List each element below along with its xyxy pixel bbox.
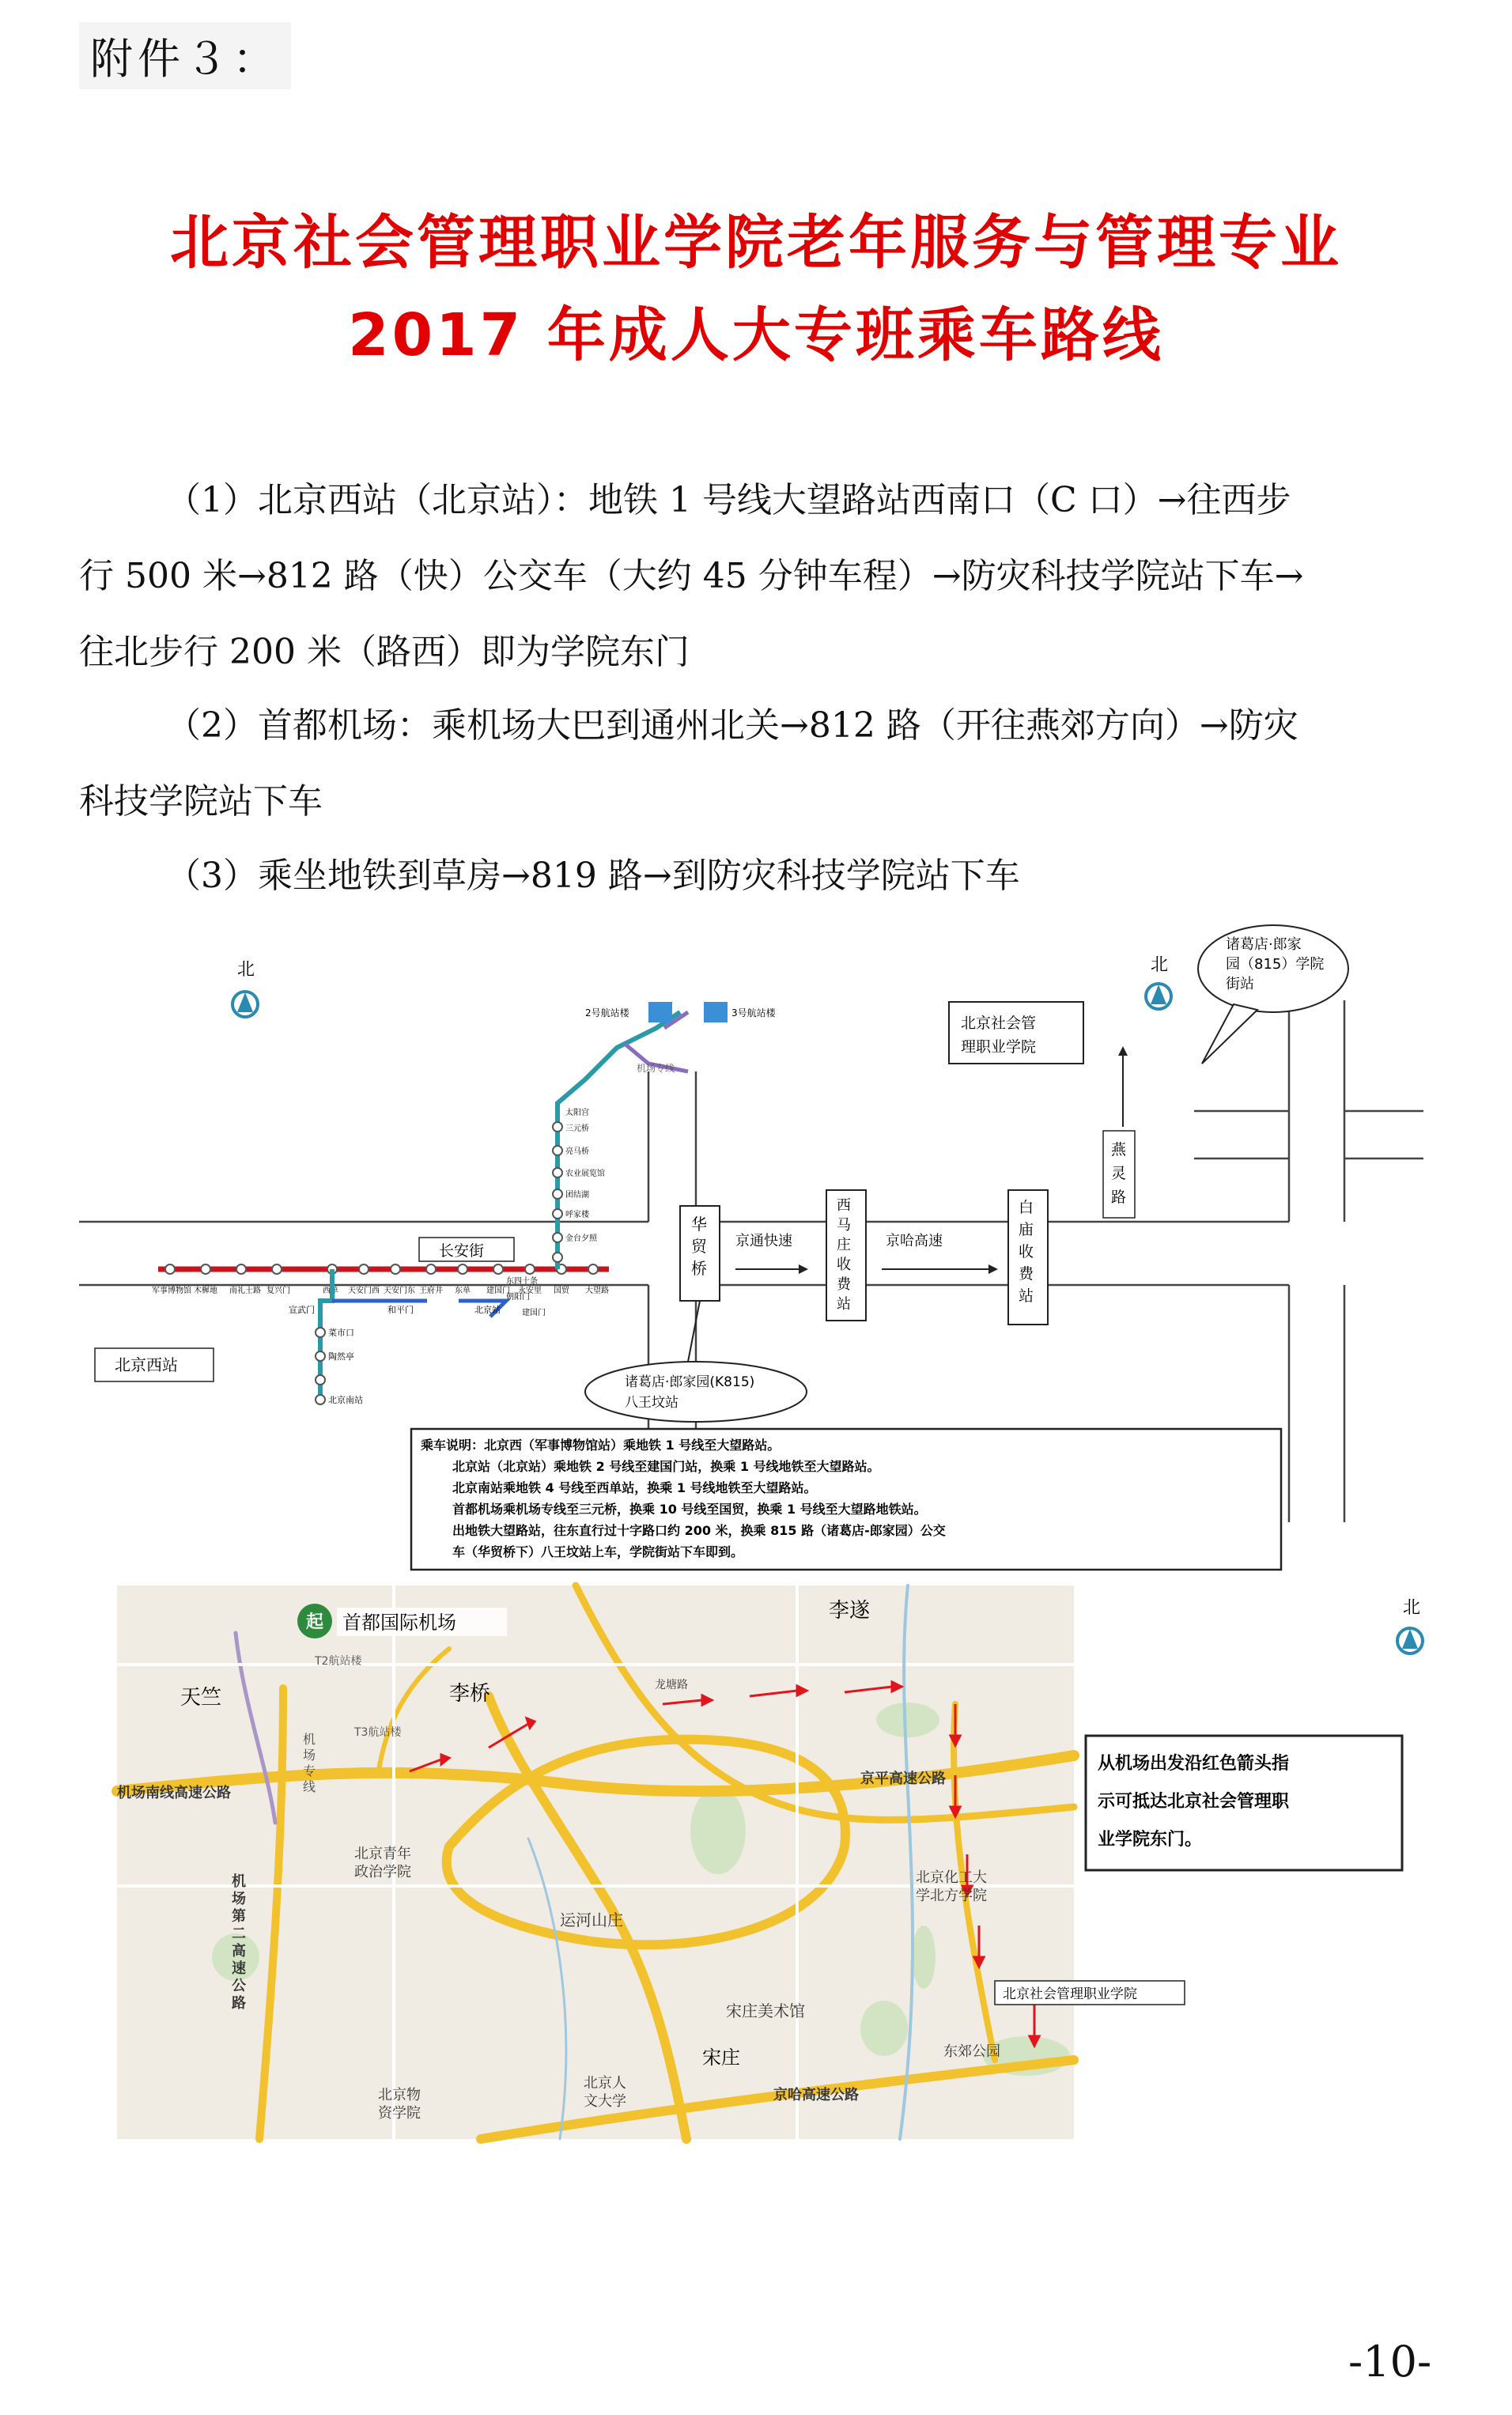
college-map-label: 北京社会管理职业学院 (1003, 1986, 1137, 2002)
bm-4: 费 (1019, 1265, 1034, 1283)
instruction-3: 北京南站乘地铁 4 号线至西单站，换乘 1 号线地铁至大望路站。 (452, 1480, 817, 1495)
hepingmen-label: 和平门 (387, 1305, 414, 1315)
yl-3: 路 (1111, 1189, 1127, 1206)
tianzhu-label: 天竺 (180, 1686, 222, 1710)
airport-second-8: 路 (232, 1995, 246, 2012)
t3-label: T3航站楼 (354, 1726, 402, 1739)
note-line2: 示可抵达北京社会管理职 (1098, 1792, 1290, 1812)
north-station-2: 亮马桥 (565, 1147, 589, 1156)
street-map (117, 1585, 1430, 2139)
callout-bottom-2: 八王坟站 (625, 1395, 679, 1411)
route-3-line1: （3）乘坐地铁到草房→819 路→到防灾科技学院站下车 (166, 856, 1020, 896)
huamao-2: 贸 (691, 1237, 707, 1256)
youth-college-2: 政治学院 (354, 1864, 411, 1880)
instruction-5: 出地铁大望路站，往东直行过十字路口约 200 米，换乘 815 路（诸葛店-郎家园）公交 (452, 1523, 946, 1538)
beijingzhan-label: 北京站 (474, 1305, 501, 1315)
jingtong-label: 京通快速 (735, 1233, 792, 1249)
airport-second-3: 第 (232, 1908, 246, 1925)
xmz-5: 费 (837, 1276, 851, 1293)
renwen-2: 文大学 (584, 2093, 626, 2110)
route-3 (79, 838, 1423, 914)
yunhe-label: 运河山庄 (560, 1910, 623, 1929)
route-1-line1: （1）北京西站（北京站）：地铁 1 号线大望路站西南口（C 口）→往西步 (166, 480, 1291, 520)
wuzi-1: 北京物 (378, 2087, 421, 2103)
airport-label: 首都国际机场 (342, 1612, 456, 1634)
longtang-label: 龙塘路 (655, 1679, 688, 1691)
l1-station-12: 大望路 (585, 1287, 609, 1295)
airport-line-4: 线 (303, 1779, 316, 1794)
route-2-line1: （2）首都机场：乘机场大巴到通州北关→812 路（开往燕郊方向）→防灾 (166, 705, 1298, 746)
route-2 (79, 688, 1423, 840)
l2-station-0: 东四十条 (506, 1277, 538, 1286)
callout-top-1: 诸葛店·郎家 (1226, 936, 1302, 953)
start-marker-icon (297, 1604, 332, 1638)
north-station-1: 三元桥 (565, 1124, 589, 1133)
airport-line-label: 机场专线 (637, 1063, 675, 1074)
l1-station-2: 南礼士路 (229, 1287, 261, 1295)
south-station-1: 菜市口 (328, 1328, 354, 1338)
xmz-6: 站 (837, 1296, 851, 1313)
xmz-1: 西 (837, 1197, 851, 1214)
route-2-line2: 科技学院站下车 (79, 781, 323, 822)
liqiao-label: 李桥 (449, 1682, 491, 1706)
north-station-0: 太阳宫 (565, 1109, 589, 1117)
xmz-4: 收 (837, 1257, 851, 1273)
north-station-5: 呼家楼 (565, 1211, 589, 1219)
route-1 (79, 463, 1423, 690)
huamao-1: 华 (691, 1215, 707, 1234)
huagong-1: 北京化工大 (916, 1869, 987, 1886)
l1-station-1: 木樨地 (194, 1287, 217, 1295)
callout-top-3: 街站 (1226, 976, 1254, 992)
airport-second-4: 二 (232, 1926, 246, 1942)
page-title-line1: 北京社会管理职业学院老年服务与管理专业 (170, 209, 1342, 277)
start-marker-label: 起 (306, 1612, 324, 1632)
renwen-1: 北京人 (584, 2075, 626, 2092)
jingha-label: 京哈高速 (886, 1233, 943, 1249)
xmz-3: 庄 (837, 1237, 851, 1253)
page-number: -10- (1348, 2337, 1432, 2387)
jingping-label: 京平高速公路 (860, 1771, 946, 1787)
songzhuang-label: 宋庄 (702, 2047, 740, 2069)
north-arrow-map2-icon (1397, 1598, 1423, 1653)
north-label-right: 北 (1151, 955, 1169, 975)
xmz-2: 马 (837, 1217, 851, 1234)
bm-2: 庙 (1019, 1221, 1034, 1238)
huagong-2: 学北方学院 (916, 1888, 987, 1904)
wuzi-2: 资学院 (378, 2105, 421, 2122)
beijing-west-label: 北京西站 (115, 1355, 178, 1374)
route-1-line2: 行 500 米→812 路（快）公交车（大约 45 分钟车程）→防灾科技学院站下车→ (79, 556, 1304, 596)
south-station-0: 宣武门 (289, 1305, 315, 1315)
north-label-left: 北 (237, 960, 255, 980)
youth-college-1: 北京青年 (354, 1846, 411, 1862)
south-station-2: 陶然亭 (328, 1351, 354, 1362)
north-station-3: 农业展览馆 (565, 1170, 605, 1178)
airport-second-2: 场 (232, 1891, 246, 1907)
instruction-1: 乘车说明：北京西（军事博物馆站）乘地铁 1 号线至大望路站。 (421, 1438, 781, 1453)
note-line3: 业学院东门。 (1098, 1830, 1203, 1850)
l1-station-8: 东单 (455, 1287, 471, 1295)
north-arrow-left-icon (232, 960, 258, 1017)
instruction-2: 北京站（北京站）乘地铁 2 号线至建国门站，换乘 1 号线地铁至大望路站。 (452, 1459, 880, 1474)
callout-top-2: 园（815）学院 (1226, 956, 1325, 973)
l1-station-6: 天安门东 (384, 1287, 415, 1295)
l1-station-3: 复兴门 (266, 1287, 290, 1295)
yl-2: 灵 (1111, 1165, 1127, 1182)
l1-station-4: 西单 (323, 1287, 338, 1295)
airport-line-3: 专 (303, 1763, 316, 1778)
jingha-road-label: 京哈高速公路 (773, 2087, 859, 2103)
airport-south-label: 机场南线高速公路 (117, 1785, 231, 1801)
north-label-map2: 北 (1403, 1598, 1421, 1618)
changan-label: 长安街 (439, 1242, 485, 1260)
line2-stations (506, 1276, 546, 1317)
lisui-label: 李遂 (829, 1599, 871, 1623)
bm-1: 白 (1019, 1199, 1034, 1216)
airport-second-7: 公 (232, 1978, 246, 1994)
yl-1: 燕 (1111, 1141, 1127, 1158)
l1-station-11: 国贸 (554, 1287, 569, 1295)
note-line1: 从机场出发沿红色箭头指 (1098, 1754, 1290, 1774)
north-station-4: 团结湖 (565, 1191, 589, 1200)
bm-5: 站 (1019, 1287, 1034, 1305)
instruction-6: 车（华贸桥下）八王坟站上车，学院街站下车即到。 (452, 1544, 744, 1559)
l2-station-2: 建国门 (522, 1309, 546, 1317)
north-station-6: 金台夕照 (565, 1234, 597, 1243)
airport-second-6: 速 (232, 1960, 246, 1977)
airport-line-2: 场 (303, 1748, 316, 1763)
l1-station-10: 永安里 (518, 1287, 542, 1295)
page-title-line2: 2017 年成人大专班乘车路线 (348, 301, 1164, 369)
transit-schematic-map (79, 936, 1423, 1570)
airport-second-1: 机 (232, 1873, 246, 1890)
south-station-3: 北京南站 (328, 1395, 363, 1405)
college-box-line1: 北京社会管 (961, 1015, 1037, 1032)
north-arrow-right-icon (1146, 955, 1171, 1009)
airport-line-1: 机 (303, 1732, 316, 1747)
attachment-label: 附件３： (79, 22, 291, 89)
l1-station-7: 王府井 (419, 1287, 443, 1295)
l2-station-1: 朝阳门 (506, 1293, 530, 1302)
l1-station-9: 建国门 (486, 1287, 510, 1295)
terminal2-label: 2号航站楼 (585, 1007, 629, 1019)
terminal3-label: 3号航站楼 (731, 1007, 776, 1019)
route-1-line3: 往北步行 200 米（路西）即为学院东门 (79, 632, 690, 672)
airport-second-5: 高 (232, 1943, 246, 1960)
bm-3: 收 (1019, 1243, 1034, 1260)
callout-bottom-1: 诸葛店·郎家园(K815) (625, 1374, 755, 1390)
dongjiao-label: 东郊公园 (943, 2043, 1000, 2060)
huamao-3: 桥 (691, 1259, 707, 1278)
instruction-4: 首都机场乘机场专线至三元桥，换乘 10 号线至国贸，换乘 1 号线至大望路地铁站。 (452, 1502, 927, 1517)
l1-station-5: 天安门西 (348, 1287, 380, 1295)
t2-label: T2航站楼 (315, 1655, 362, 1668)
songzhuang-museum-label: 宋庄美术馆 (726, 2001, 805, 2020)
college-box-line2: 理职业学院 (961, 1038, 1037, 1056)
l1-station-0: 军事博物馆 (152, 1287, 191, 1295)
